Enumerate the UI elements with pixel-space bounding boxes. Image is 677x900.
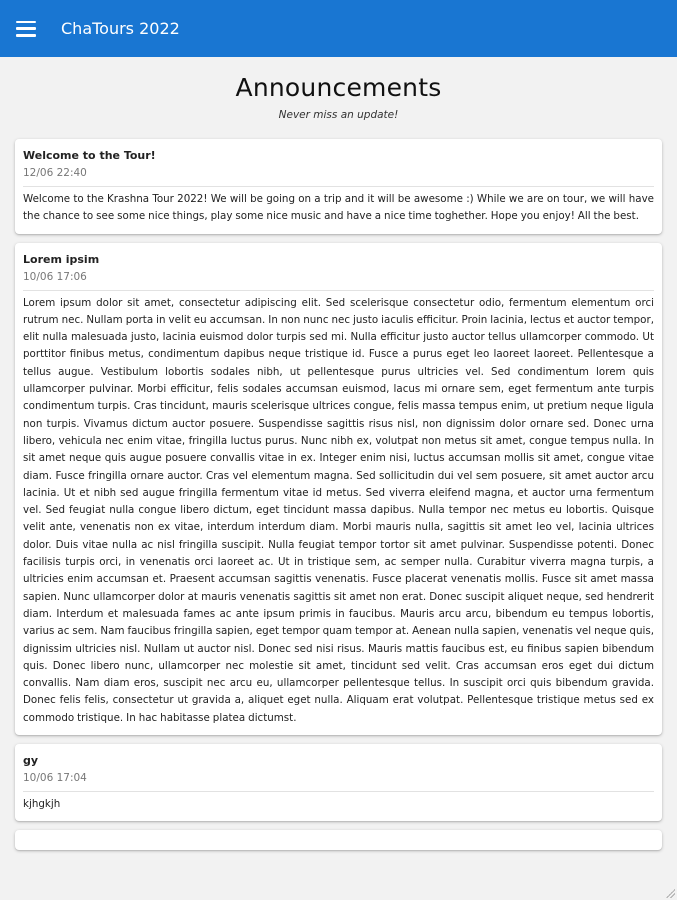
announcement-body: kjhgkjh bbox=[23, 798, 61, 811]
hamburger-menu-icon[interactable] bbox=[16, 21, 36, 37]
announcement-card[interactable] bbox=[15, 243, 662, 735]
page-title: Announcements bbox=[235, 73, 442, 102]
announcement-card-partial[interactable] bbox=[15, 830, 662, 850]
divider bbox=[23, 290, 654, 291]
resize-handle-icon[interactable] bbox=[665, 888, 675, 898]
announcement-body: Lorem ipsum dolor sit amet, consectetur adipiscing elit. Sed scelerisque consectetur odio, fermentum elementum orci rutrum nec. Nullam porta in velit eu accumsan. In non nunc nec justo iaculis efficitur. Proin lacinia, lectus et auctor tempor, elit nulla malesuada justo, lacinia euismod dolor turpis sed mi. Nulla efficitur justo auctor tellus ullamcorper commodo. Ut porttitor finibus metus, condimentum dapibus neque tristique id. Fusce a purus eget leo laoreet laoreet. Pellentesque a tellus augue. Vestibulum lobortis sodales nibh, ut pellentesque purus ultricies vel. Sed condimentum lorem quis ullamcorper pulvinar. Morbi efficitur, felis sodales accumsan euismod, lacus mi ornare sem, eget fermentum ante turpis condimentum turpis. Cras tincidunt, mauris scelerisque ultrices congue, felis massa tempus enim, ut pretium neque ligula non turpis. Vivamus dictum auctor posuere. Suspendisse sagittis risus nisl, non dignissim dolor ornare sed. Donec urna libero, vehicula nec enim vitae, fringilla luctus purus. Nunc nibh ex, volutpat non metus sit amet, congue tempus nulla. In sit amet neque quis augue posuere convallis vitae in ex. Integer enim nisi, luctus accumsan mollis sit amet, congue vitae diam. Fusce fringilla ornare auctor. Cras vel elementum magna. Sed sollicitudin dui vel sem posuere, sit amet auctor arcu lacinia. Ut et nibh sed augue fringilla fermentum vitae id metus. Sed viverra eleifend magna, et auctor urna fermentum vel. Sed feugiat nulla congue libero dictum, eget tincidunt massa dapibus. Nulla tempor nec metus eu lobortis. Quisque velit ante, venenatis non ex vitae, interdum interdum diam. Morbi mauris nulla, sagittis sit amet leo vel, lacinia ultrices dolor. Duis vitae nulla ac nisl fringilla suscipit. Nulla feugiat tempor tortor sit amet pulvinar. Suspendisse potenti. Donec facilisis turpis orci, in venenatis orci laoreet ac. Ut in tristique sem, ac semper nulla. Curabitur viverra magna turpis, a ultricies enim accumsan et. Praesent accumsan sagittis venenatis. Fusce placerat venenatis mollis. Fusce sit amet massa sapien. Nunc ullamcorper dolor at mauris venenatis sagittis sit amet non erat. Donec suscipit aliquet neque, sed hendrerit diam. Interdum et malesuada fames ac ante ipsum primis in faucibus. Mauris arcu arcu, bibendum eu tempus lobortis, varius ac sem. Nam faucibus fringilla sapien, eget tempor quam tempor at. Aenean nulla sapien, venenatis vel neque quis, dignissim ultricies nisl. Nullam ut auctor nisl. Donec sed nisi risus. Mauris mattis faucibus est, eu finibus sapien bibendum quis. Donec libero nunc, ullamcorper nec molestie sit amet, tincidunt sed velit. Cras accumsan eros eget dui dictum convallis. Nam diam eros, suscipit nec arcu eu, ullamcorper pellentesque tellus. In suscipit orci quis bibendum gravida. Donec felis felis, consectetur ut gravida a, aliquet eget nulla. Aliquam erat volutpat. Pellentesque tristique metus sed ex commodo tristique. In hac habitasse platea dictumst. bbox=[23, 296, 654, 724]
announcement-card[interactable] bbox=[15, 744, 662, 821]
announcement-card[interactable] bbox=[15, 139, 662, 234]
main-content[interactable] bbox=[0, 57, 677, 900]
announcement-list bbox=[0, 139, 677, 850]
announcement-title: Lorem ipsim bbox=[23, 252, 100, 266]
page-subtitle: Never miss an update! bbox=[278, 109, 399, 121]
announcement-date: 10/06 17:04 bbox=[23, 772, 87, 785]
announcement-date: 12/06 22:40 bbox=[23, 167, 87, 179]
announcement-title: gy bbox=[23, 754, 39, 768]
app-bar bbox=[0, 0, 677, 57]
announcement-date: 10/06 17:06 bbox=[23, 270, 87, 283]
divider bbox=[23, 791, 654, 792]
announcement-body: Welcome to the Krashna Tour 2022! We will be going on a trip and it will be awesome :) While we are on tour, we will have the chance to see some nice things, play some nice music and have a nice time toghether. Hope you enjoy! All the best. bbox=[23, 193, 654, 223]
divider bbox=[23, 186, 654, 187]
app-title: ChaTours 2022 bbox=[61, 19, 180, 38]
announcement-title: Welcome to the Tour! bbox=[23, 149, 156, 162]
